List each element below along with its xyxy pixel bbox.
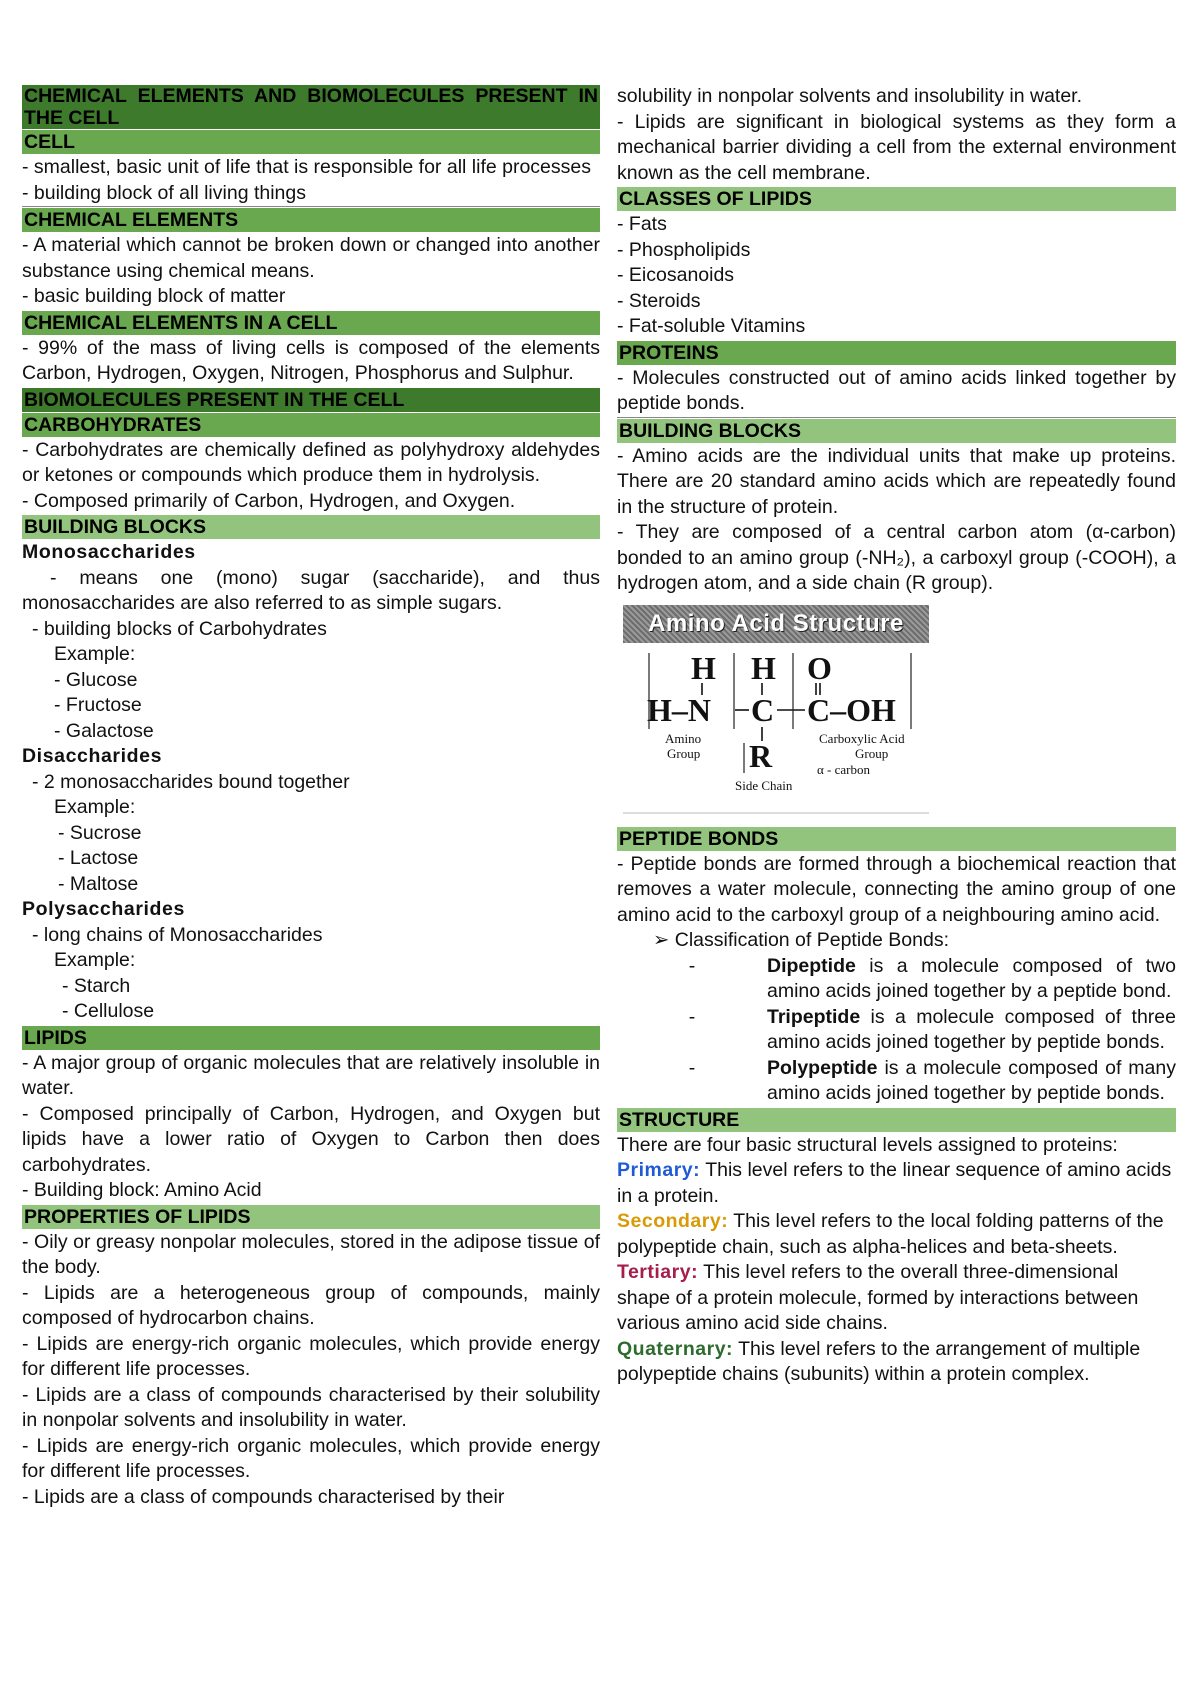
cell-definition: - smallest, basic unit of life that is responsible for all life processes (22, 156, 591, 178)
list-item: - Galactose (54, 719, 154, 742)
list-item: - Maltose (58, 872, 139, 895)
structure-level-tertiary: Tertiary: This level refers to the overall three-dimensional shape of a protein molecule, formed by interactions between various amino acid side chains. (617, 1261, 1139, 1334)
hydrogen-atom-label: H (751, 649, 776, 686)
peptide-type-item: - Polypeptide is a molecule composed of many amino acids joined together by peptide bonds. (688, 1056, 1176, 1104)
monosaccharides-building-block: - building blocks of Carbohydrates (32, 617, 327, 640)
side-chain-label: Side Chain (735, 777, 793, 793)
proteins-definition: - Molecules constructed out of amino acids linked together by peptide bonds. (617, 366, 1176, 418)
r-group-label: R (749, 737, 773, 774)
amino-acid-structure-figure (621, 605, 931, 815)
structure-level-primary: Primary: This level refers to the linear sequence of amino acids in a protein. (617, 1159, 1172, 1207)
lipid-property: - Lipids are energy-rich organic molecules, which provide energy for different life processes. (22, 1332, 600, 1380)
section-heading-elements-in-cell: CHEMICAL ELEMENTS IN A CELL (22, 311, 600, 335)
section-heading-carbohydrates: CARBOHYDRATES (22, 413, 600, 437)
section-heading-building-blocks-left: BUILDING BLOCKS (22, 515, 600, 539)
section-heading-peptide-bonds: PEPTIDE BONDS (617, 827, 1176, 851)
list-item: - Eicosanoids (617, 264, 735, 286)
carboxylic-group-label: Group (855, 745, 889, 761)
section-heading-building-blocks-right: BUILDING BLOCKS (617, 419, 1176, 443)
list-item: - Glucose (54, 668, 138, 691)
peptide-type-item: - Tripeptide is a molecule composed of three amino acids joined together by peptide bonds. (688, 1005, 1176, 1053)
lipid-property-continued: solubility in nonpolar solvents and insolubility in water. (617, 85, 1083, 107)
section-heading-lipids: LIPIDS (22, 1026, 600, 1050)
lipid-property: - Lipids are energy-rich organic molecules, which provide energy for different life processes. (22, 1434, 600, 1482)
list-item: - Starch (62, 974, 131, 997)
tripeptide-text: is a molecule composed of three amino acids joined together by peptide bonds. (767, 1005, 1176, 1053)
peptide-bonds-definition: - Peptide bonds are formed through a biochemical reaction that removes a water molecule, connecting the amino group of one amino acid to the carboxyl group of a neighbouring amino acid. (617, 852, 1176, 926)
structure-level-secondary: Secondary: This level refers to the local folding patterns of the polypeptide chain, such as alpha-helices and beta-sheets. (617, 1210, 1164, 1258)
amino-acids-composition: - They are composed of a central carbon atom (α-carbon) bonded to an amino group (-NH₂), a carboxyl group (-COOH), a hydrogen atom, and a side chain (R group). (617, 521, 1176, 594)
lipid-property: - Lipids are a class of compounds characterised by their solubility in nonpolar solvents and insolubility in water. (22, 1383, 600, 1431)
structure-level-quaternary: Quaternary: This level refers to the arrangement of multiple polypeptide chains (subunits) within a protein complex. (617, 1337, 1141, 1385)
carboxylic-acid-label: Carboxylic Acid (819, 730, 905, 746)
lipids-composition: - Composed principally of Carbon, Hydrogen, and Oxygen but lipids have a lower ratio of Oxygen to Carbon then does carbohydrates. (22, 1102, 600, 1176)
alpha-carbon-label: C (751, 691, 775, 728)
polysaccharides-title: Polysaccharides (22, 898, 185, 920)
monosaccharides-example-label: Example: (54, 643, 136, 665)
section-heading-classes-of-lipids: CLASSES OF LIPIDS (617, 187, 1176, 211)
document-title: CHEMICAL ELEMENTS AND BIOMOLECULES PRESENT IN THE CELL (24, 85, 598, 129)
amino-acid-diagram (621, 649, 931, 815)
oxygen-atom-label: O (807, 649, 832, 686)
section-heading-cell: CELL (22, 130, 600, 154)
list-item: - Fat-soluble Vitamins (617, 315, 806, 337)
carbohydrates-composition: - Composed primarily of Carbon, Hydrogen, and Oxygen. (22, 489, 516, 512)
hydrogen-atom-label: H (691, 649, 716, 686)
figure-banner: Amino Acid Structure (623, 605, 929, 643)
peptide-classification-label: ➢ Classification of Peptide Bonds: (653, 929, 949, 951)
dipeptide-text: is a molecule composed of two amino acids joined together by a peptide bond. (767, 954, 1176, 1002)
cell-building-block: - building block of all living things (22, 181, 600, 208)
lipid-property: - Lipids are a class of compounds characterised by their (22, 1485, 505, 1508)
list-item: - Lactose (58, 847, 139, 869)
chemical-elements-definition: - A material which cannot be broken down or changed into another substance using chemical means. (22, 234, 600, 282)
monosaccharides-title: Monosaccharides (22, 541, 196, 563)
monosaccharides-definition: - means one (mono) sugar (saccharide), and thus monosaccharides are also referred to as simple sugars. (22, 566, 600, 614)
peptide-type-item: - Dipeptide is a molecule composed of two amino acids joined together by a peptide bond. (688, 954, 1176, 1002)
lipid-property: - Oily or greasy nonpolar molecules, stored in the adipose tissue of the body. (22, 1230, 600, 1278)
carbohydrates-definition: - Carbohydrates are chemically defined as polyhydroxy aldehydes or ketones or compounds which produce them in hydrolysis. (22, 438, 600, 486)
amino-acids-definition: - Amino acids are the individual units that make up proteins. There are 20 standard amino acids which are repeatedly found in the structure of protein. (617, 444, 1176, 518)
list-item: - Fats (617, 213, 667, 235)
section-heading-biomolecules: BIOMOLECULES PRESENT IN THE CELL (22, 388, 600, 412)
section-heading-structure: STRUCTURE (617, 1108, 1176, 1132)
lipid-property: - Lipids are a heterogeneous group of compounds, mainly composed of hydrocarbon chains. (22, 1281, 600, 1329)
structure-intro: There are four basic structural levels assigned to proteins: (617, 1133, 1118, 1156)
lipid-significance: - Lipids are significant in biological systems as they form a mechanical barrier dividing a cell from the external environment known as the cell membrane. (617, 110, 1176, 184)
amine-label: H–N (647, 691, 711, 728)
left-column (22, 84, 600, 1510)
lipids-building-block: - Building block: Amino Acid (22, 1179, 262, 1201)
amino-label: Amino (665, 730, 702, 746)
alpha-carbon-caption: α - carbon (817, 761, 871, 777)
section-heading-proteins: PROTEINS (617, 341, 1176, 365)
dipeptide-term: Dipeptide (767, 954, 856, 977)
tripeptide-term: Tripeptide (767, 1005, 861, 1028)
list-item: - Steroids (617, 289, 701, 312)
polypeptide-term: Polypeptide (767, 1056, 878, 1079)
list-item: - Fructose (54, 694, 142, 716)
list-item: - Sucrose (58, 821, 142, 844)
disaccharides-definition: - 2 monosaccharides bound together (32, 770, 350, 793)
right-column (617, 84, 1176, 1388)
amino-group-label: Group (667, 745, 701, 761)
polysaccharides-definition: - long chains of Monosaccharides (32, 923, 323, 946)
section-heading-properties-of-lipids: PROPERTIES OF LIPIDS (22, 1205, 600, 1229)
polysaccharides-example-label: Example: (54, 949, 136, 971)
section-heading-chemical-elements: CHEMICAL ELEMENTS (22, 208, 600, 232)
list-item: - Cellulose (62, 1000, 155, 1022)
chemical-elements-matter: - basic building block of matter (22, 285, 286, 307)
disaccharides-title: Disaccharides (22, 745, 163, 767)
carboxyl-label: C–OH (807, 691, 896, 728)
elements-in-cell-text: - 99% of the mass of living cells is composed of the elements Carbon, Hydrogen, Oxygen, Nitrogen, Phosphorus and Sulphur. (22, 336, 600, 384)
list-item: - Phospholipids (617, 238, 751, 261)
lipids-definition: - A major group of organic molecules that are relatively insoluble in water. (22, 1051, 600, 1099)
polypeptide-text: is a molecule composed of many amino acids joined together by peptide bonds. (767, 1056, 1176, 1104)
disaccharides-example-label: Example: (54, 796, 136, 818)
